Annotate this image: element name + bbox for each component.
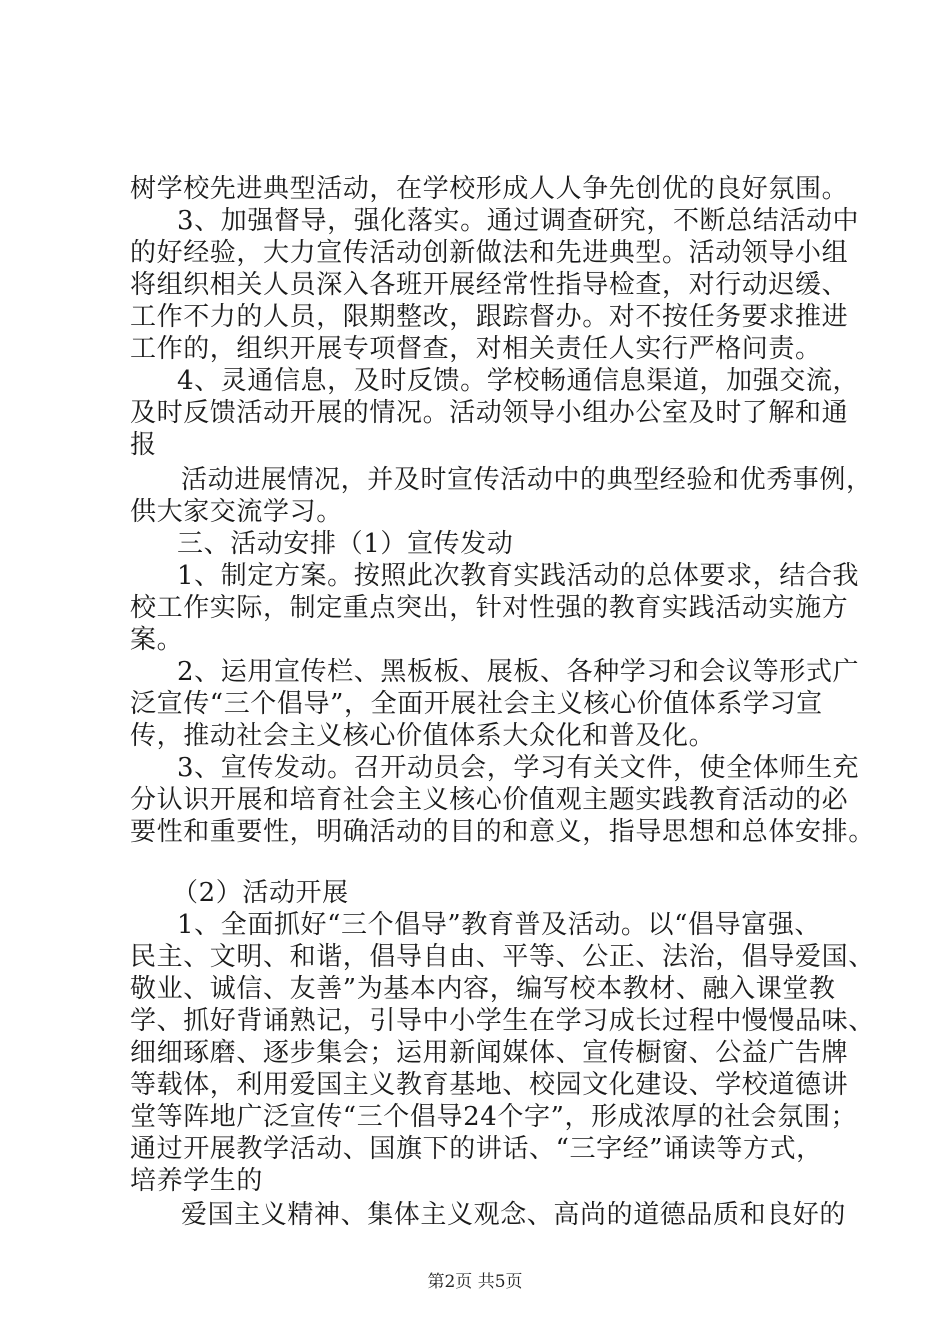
text-line: 爱国主义精神、集体主义观念、高尚的道德品质和良好的 (181, 1200, 847, 1230)
text-line: 细细琢磨、逐步集会；运用新闻媒体、宣传橱窗、公益广告牌 (130, 1038, 849, 1068)
text-line: 供大家交流学习。 (130, 497, 343, 527)
section-heading: （2）活动开展 (172, 878, 349, 908)
text-line: 活动进展情况，并及时宣传活动中的典型经验和优秀事例， (181, 465, 873, 495)
text-line: 敬业、诚信、友善”为基本内容，编写校本教材、融入课堂教 (130, 974, 836, 1004)
text-line: 将组织相关人员深入各班开展经常性指导检查，对行动迟缓、 (130, 270, 849, 300)
page-number-footer: 第2页 共5页 (427, 1272, 523, 1292)
text-line: 及时反馈活动开展的情况。活动领导小组办公室及时了解和通 (130, 398, 849, 428)
text-line: 1、制定方案。按照此次教育实践活动的总体要求，结合我 (177, 561, 860, 591)
text-line: 工作的，组织开展专项督查，对相关责任人实行严格问责。 (130, 334, 822, 364)
text-line: 传，推动社会主义核心价值体系大众化和普及化。 (130, 721, 716, 751)
text-line: 的好经验，大力宣传活动创新做法和先进典型。活动领导小组 (130, 238, 849, 268)
text-line: 树学校先进典型活动，在学校形成人人争先创优的良好氛围。 (130, 174, 849, 204)
text-line: 案。 (130, 625, 184, 655)
text-line: 等载体，利用爱国主义教育基地、校园文化建设、学校道德讲 (130, 1070, 849, 1100)
text-line: 2、运用宣传栏、黑板板、展板、各种学习和会议等形式广 (177, 657, 860, 687)
text-line: 泛宣传“三个倡导”，全面开展社会主义核心价值体系学习宣 (130, 689, 823, 719)
text-line: 3、加强督导，强化落实。通过调查研究，不断总结活动中 (177, 206, 860, 236)
text-line: 4、灵通信息，及时反馈。学校畅通信息渠道，加强交流， (177, 366, 860, 396)
section-heading: 三、活动安排（1）宣传发动 (177, 529, 514, 559)
text-line: 校工作实际，制定重点突出，针对性强的教育实践活动实施方 (130, 593, 849, 623)
text-line: 堂等阵地广泛宣传“三个倡导24个字”，形成浓厚的社会氛围； (130, 1102, 858, 1132)
text-line: 通过开展教学活动、国旗下的讲话、“三字经”诵读等方式， (130, 1134, 823, 1164)
text-line: 3、宣传发动。召开动员会，学习有关文件，使全体师生充 (177, 753, 860, 783)
text-line: 民主、文明、和谐，倡导自由、平等、公正、法治，倡导爱国、 (130, 942, 875, 972)
text-line: 要性和重要性，明确活动的目的和意义，指导思想和总体安排。 (130, 817, 875, 847)
text-line: 分认识开展和培育社会主义核心价值观主题实践教育活动的必 (130, 785, 849, 815)
text-line: 1、全面抓好“三个倡导”教育普及活动。以“倡导富强、 (177, 910, 822, 940)
text-line: 培养学生的 (130, 1166, 264, 1196)
text-line: 报 (130, 430, 157, 460)
text-line: 学、抓好背诵熟记，引导中小学生在学习成长过程中慢慢品味、 (130, 1006, 875, 1036)
text-line: 工作不力的人员，限期整改，跟踪督办。对不按任务要求推进 (130, 302, 849, 332)
